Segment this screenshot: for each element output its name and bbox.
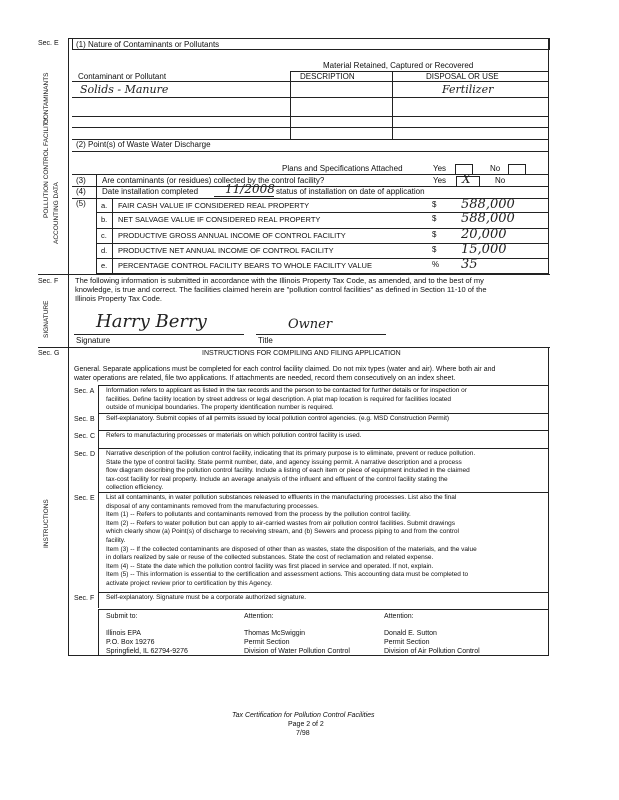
instruction-line: Self-explanatory. Signature must be a corporate authorized signature.: [106, 594, 307, 601]
col-description: DESCRIPTION: [300, 72, 355, 81]
general-line-1: General. Separate applications must be completed for each control facility claimed. Do not mix types (water and air). Where both air and: [74, 366, 496, 373]
sec-e-label: Sec. E: [38, 40, 59, 47]
row-letter: b.: [101, 215, 108, 224]
hw-contaminant: Solids - Manure: [80, 83, 169, 96]
row-letter: a.: [101, 201, 108, 210]
row-label: PERCENTAGE CONTROL FACILITY BEARS TO WHOLE FACILITY VALUE: [118, 261, 372, 270]
contact-1-line-3: Division of Water Pollution Control: [244, 648, 350, 655]
q4-text-b: status of installation on date of application: [276, 187, 425, 196]
footer-line-2: Page 2 of 2: [288, 721, 324, 728]
general-line-2: water operations are related, file two applications. If attachments are needed, record them consecutively on an index sheet.: [74, 375, 456, 382]
instruction-item: [68, 413, 549, 430]
instruction-line: Item (2) -- Refers to water pollution but can apply to air-carried wastes from air pollution control facilities. Submit drawings: [106, 519, 455, 527]
sec-g-side-label: INSTRUCTIONS: [43, 499, 50, 548]
contact-2-line-3: Division of Air Pollution Control: [384, 648, 480, 655]
row-label: PRODUCTIVE NET ANNUAL INCOME OF CONTROL FACILITY: [118, 246, 334, 255]
instruction-sec-label: Sec. F: [74, 595, 95, 602]
instruction-sec-label: Sec. B: [74, 416, 95, 423]
instruction-line: outside of municipal boundaries. The property identification number is required.: [106, 404, 334, 412]
signature-handwriting: Harry Berry: [96, 311, 207, 332]
instruction-sec-label: Sec. A: [74, 388, 95, 395]
submit-to-label: Submit to:: [106, 613, 138, 620]
plans-yes: Yes: [433, 164, 447, 173]
instruction-line: State the type of control facility. State permit number, date, and agency issuing permit. A narrative description and a process: [106, 458, 462, 466]
row-label: FAIR CASH VALUE IF CONSIDERED REAL PROPERTY: [118, 201, 310, 210]
accounting-row: [96, 228, 548, 243]
instruction-line: tax-cost facility for real property. Include an average analysis of the influent and effluent of the control facility stating the: [106, 475, 448, 483]
instruction-line: flow diagram describing the pollution control facility. Include a listing of each item or piece of equipment included in the claimed: [106, 467, 470, 475]
instruction-line: Item (1) -- Refers to pollutants and contaminants removed from the process by the pollution control facility.: [106, 511, 411, 519]
instruction-sec-label: Sec. D: [74, 451, 96, 458]
instruction-line: collection efficiency.: [106, 484, 164, 492]
plans-no: No: [490, 164, 501, 173]
q5-num: (5): [76, 199, 86, 208]
row-letter: e.: [101, 261, 108, 270]
accounting-row: [96, 198, 548, 212]
q4-text-a: Date installation completed: [102, 187, 199, 196]
q4-date: 11/2008: [225, 182, 275, 196]
row-label: PRODUCTIVE GROSS ANNUAL INCOME OF CONTROL FACILITY: [118, 231, 346, 240]
item2-title: (2) Point(s) of Waste Water Discharge: [76, 140, 211, 149]
instruction-item: [68, 448, 549, 492]
sec-f-side-label: SIGNATURE: [43, 300, 50, 338]
material-header: Material Retained, Captured or Recovered: [323, 61, 474, 70]
title-handwriting: Owner: [288, 317, 333, 332]
footer-line-3: 7/98: [296, 730, 310, 737]
sec-f-text-1: The following information is submitted in accordance with the Illinois Property Tax Code, as amended, and to the best of my: [75, 276, 484, 285]
instruction-line: facilities. Define facility location by street address or legal description. A plat map location is required for facilities located: [106, 395, 452, 403]
contact-2-line-1: Donald E. Sutton: [384, 630, 437, 637]
row-value: 15,000: [461, 242, 507, 257]
row-value: 588,000: [461, 197, 515, 212]
instruction-line: disposal of any contaminants removed from the manufacturing processes.: [106, 502, 319, 510]
hw-disposal: Fertilizer: [442, 83, 494, 96]
instruction-line: Item (5) -- This information is essential to the certification and assessment actions. This accounting data must be completed to: [106, 571, 469, 579]
sec-e-side-label-accounting: ACCOUNTING DATA: [53, 182, 60, 244]
title-label: Title: [258, 336, 273, 345]
instruction-item: [68, 492, 549, 592]
row-label: NET SALVAGE VALUE IF CONSIDERED REAL PROPERTY: [118, 215, 321, 224]
instruction-line: which clearly show (a) Point(s) of discharge to receiving stream, and (b) Sewers and process piping to and from the control: [106, 528, 459, 536]
sec-e-side-label-facility: POLLUTION CONTROL FACILITY: [43, 117, 50, 218]
instruction-item: [68, 385, 549, 413]
sec-g-title: INSTRUCTIONS FOR COMPILING AND FILING APPLICATION: [202, 350, 401, 357]
accounting-row: [96, 258, 548, 273]
address-line-3: Springfield, IL 62794-9276: [106, 648, 188, 655]
col-disposal: DISPOSAL OR USE: [426, 72, 499, 81]
signature-label: Signature: [76, 336, 111, 345]
q3-yes: Yes: [433, 176, 447, 185]
q3-text: Are contaminants (or residues) collected by the control facility?: [102, 176, 325, 185]
instruction-line: in dollars realized by sale or reuse of the collected substances. State the cost of reclamation and related expense.: [106, 554, 434, 562]
col-contaminant: Contaminant or Pollutant: [78, 72, 167, 81]
instruction-line: Item (3) -- If the collected contaminants are disposed of other than as wastes, state the disposition of the materials, and the value: [106, 545, 477, 553]
instruction-line: Self-explanatory. Submit copies of all permits issued by local pollution control agencies. (e.g. MSD Construction Permit): [106, 415, 450, 422]
instruction-sec-label: Sec. C: [74, 433, 96, 440]
instruction-line: Item (4) -- State the date which the pollution control facility was first placed in service and operated. If not, explain.: [106, 562, 434, 570]
contact-2-line-2: Permit Section: [384, 639, 430, 646]
plans-attached: Plans and Specifications Attached: [282, 164, 403, 173]
row-letter: c.: [101, 231, 107, 240]
instruction-line: Information refers to applicant as listed in the tax records and the person to be contacted for further details or for inspection or: [106, 387, 467, 394]
accounting-row: [96, 243, 548, 258]
instruction-line: facility.: [106, 537, 126, 544]
sec-e-side-label-contaminants: CONTAMINANTS: [43, 72, 50, 124]
instruction-line: activate project review prior to certification by this Agency.: [106, 580, 273, 587]
instruction-line: Narrative description of the pollution control facility, indicating that its primary purpose is to eliminate, prevent or reduce pollution.: [106, 450, 476, 457]
row-unit: $: [432, 214, 437, 223]
instruction-sec-label: Sec. E: [74, 495, 95, 502]
instruction-item: [68, 592, 549, 608]
contact-1-line-2: Permit Section: [244, 639, 290, 646]
instruction-line: List all contaminants, in water pollution substances released to effluents in the manufacturing processes. List also the final: [106, 494, 457, 501]
sec-f-text-3: Illinois Property Tax Code.: [75, 294, 162, 303]
footer-line-1: Tax Certification for Pollution Control Facilities: [232, 712, 375, 719]
row-unit: $: [432, 200, 437, 209]
contact-1-line-1: Thomas McSwiggin: [244, 630, 306, 637]
address-line-1: Illinois EPA: [106, 630, 141, 637]
instruction-item: [68, 430, 549, 448]
row-value: 588,000: [461, 211, 515, 226]
accounting-row: [96, 212, 548, 228]
item1-title: (1) Nature of Contaminants or Pollutants: [76, 40, 220, 49]
row-unit: $: [432, 245, 437, 254]
instruction-line: Refers to manufacturing processes or materials on which pollution control facility is used.: [106, 432, 362, 439]
q3-num: (3): [76, 176, 86, 185]
row-value: 35: [461, 257, 478, 272]
attention-label-2: Attention:: [384, 613, 414, 620]
attention-label-1: Attention:: [244, 613, 274, 620]
sec-g-label: Sec. G: [38, 350, 60, 357]
row-letter: d.: [101, 246, 108, 255]
row-unit: $: [432, 230, 437, 239]
q3-answer-mark: X: [462, 172, 471, 186]
sec-f-label: Sec. F: [38, 278, 59, 285]
sec-f-text-2: knowledge, is true and correct. The facilities claimed herein are "pollution control facilities" as defined in Section 11-10 of the: [75, 285, 487, 294]
q4-num: (4): [76, 187, 86, 196]
address-line-2: P.O. Box 19276: [106, 639, 155, 646]
row-unit: %: [432, 260, 440, 269]
row-value: 20,000: [461, 227, 507, 242]
q3-no: No: [495, 176, 506, 185]
